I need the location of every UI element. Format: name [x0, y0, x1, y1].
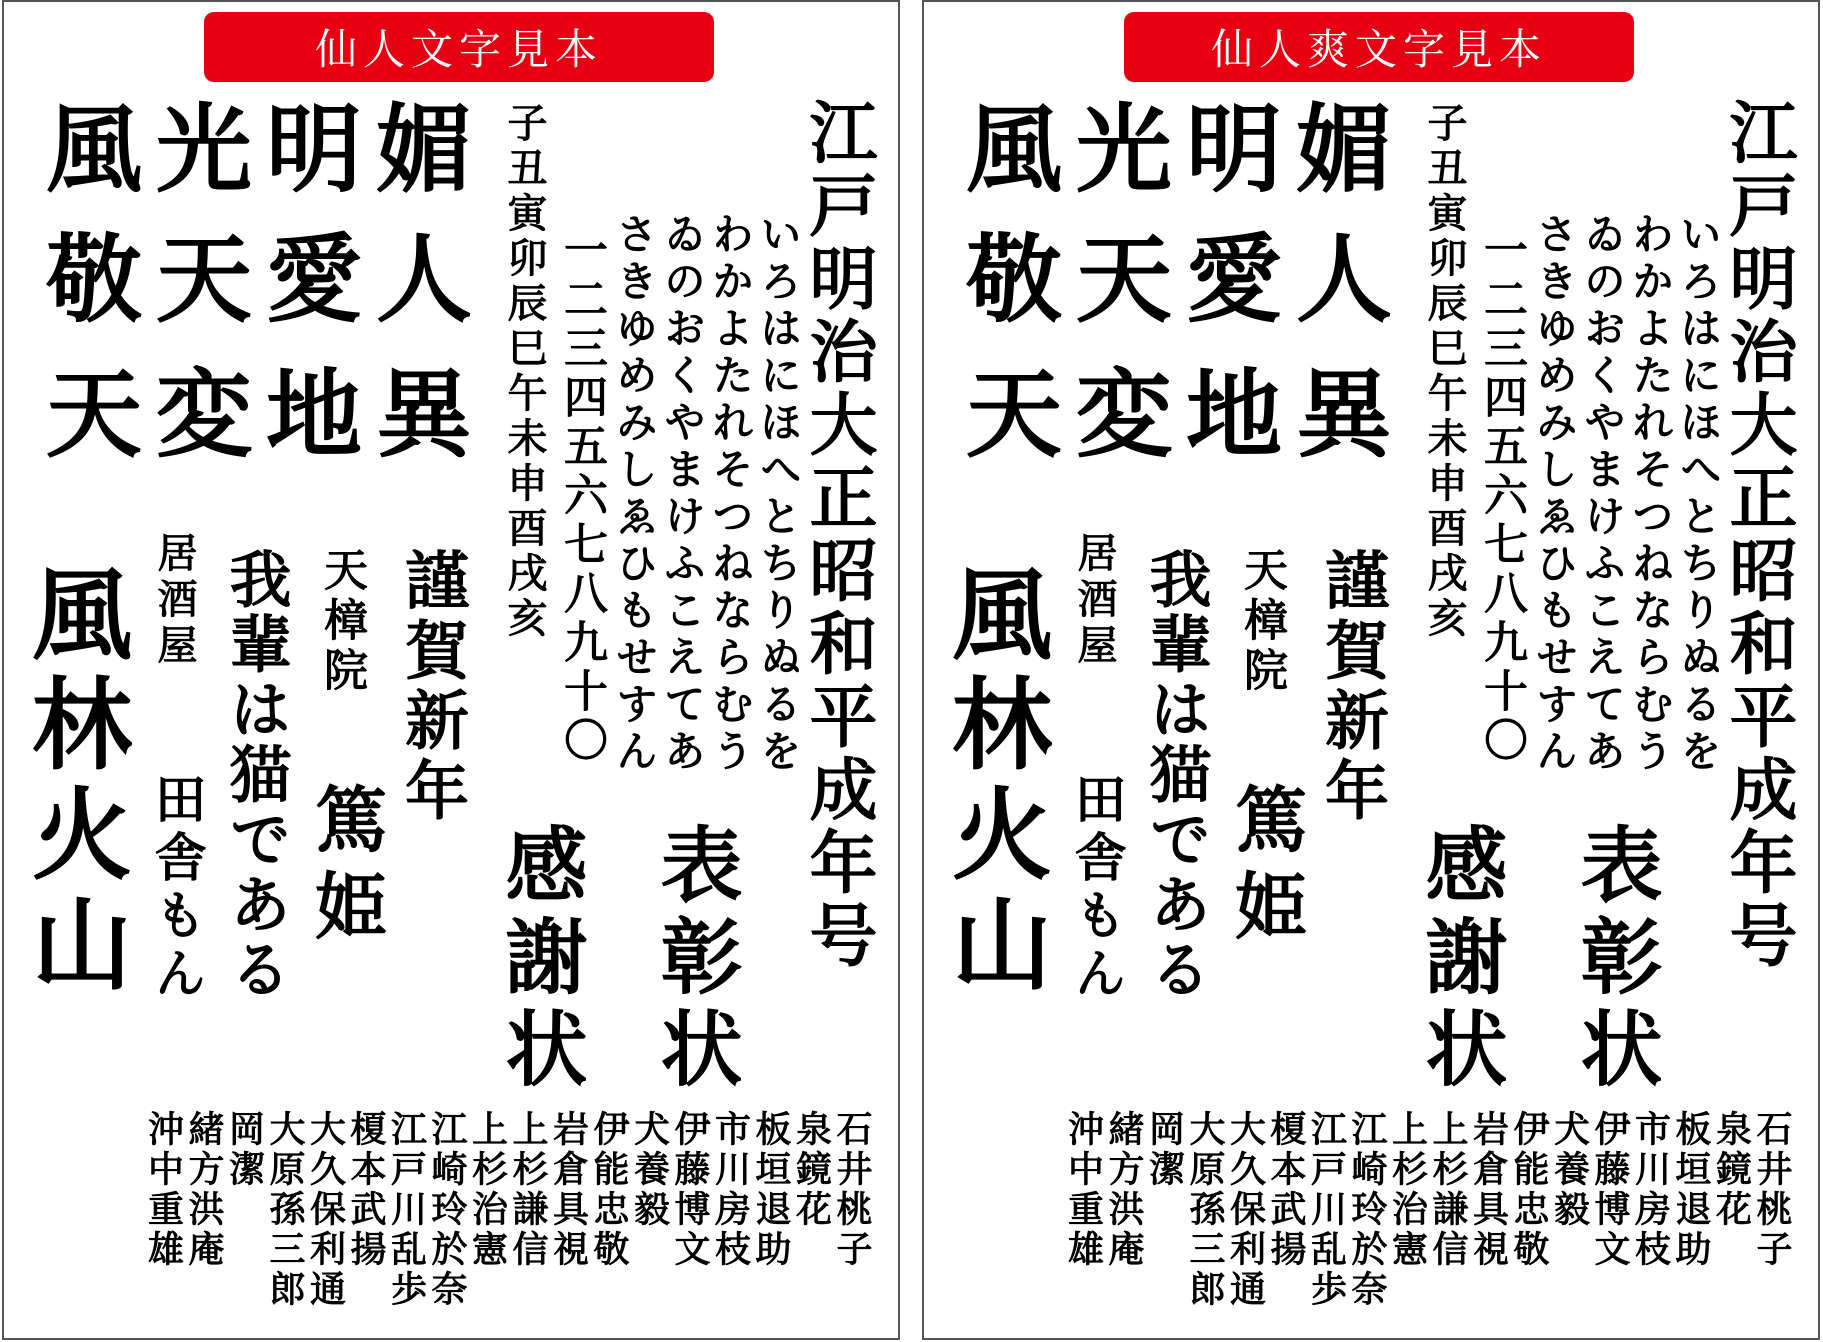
name-column: 大原孫三郎: [1184, 1110, 1226, 1310]
zodiac-column: 子丑寅卯辰巳午未申酉戌亥: [501, 102, 548, 642]
name-column: 上杉治憲: [1386, 1110, 1429, 1270]
name-column: 石井桃子: [831, 1110, 873, 1270]
sample-panel-right: [922, 0, 1820, 1340]
name-column: 岩倉具視: [1467, 1110, 1510, 1270]
name-column: 市川房枝: [1629, 1110, 1672, 1270]
iroha-column-4: さきゆめみしゑひもせすん: [1530, 212, 1579, 776]
name-column: 上杉謙信: [507, 1110, 549, 1270]
name-column: 江戸川乱歩: [1305, 1110, 1348, 1310]
name-column: 緒方洪庵: [1103, 1110, 1145, 1270]
iroha-column-2: わかよたれそつねならむう: [1626, 212, 1675, 776]
grid-row-2: [44, 223, 474, 336]
name-column: 大原孫三郎: [264, 1110, 306, 1310]
izakaya-column: 居酒屋: [151, 532, 198, 670]
grid-char: 風: [966, 93, 1062, 206]
grid-char: 人: [1296, 223, 1392, 336]
grid-char: 変: [156, 358, 252, 471]
grid-char: 地: [1186, 358, 1282, 471]
name-column: 大久保利通: [304, 1110, 347, 1310]
iroha-column-1: いろはにほへとちりぬるを: [1674, 212, 1723, 776]
kinga-column: 謹賀新年: [1314, 547, 1389, 827]
name-column: 市川房枝: [709, 1110, 752, 1270]
grid-char: 媚: [376, 93, 472, 206]
grid-char: 明: [266, 93, 362, 206]
hyosho-column: 表彰状: [1567, 822, 1663, 1098]
grid-char: 変: [1076, 358, 1172, 471]
grid-char: 天: [1076, 223, 1172, 336]
grid-char: 天: [46, 358, 142, 471]
name-column: 板垣退助: [1670, 1110, 1712, 1270]
atsuhime-column: 篤姫: [303, 782, 388, 954]
name-column: 板垣退助: [750, 1110, 792, 1270]
fuurinkazan-column: 風林火山: [15, 562, 133, 1002]
grid-char: 光: [1076, 93, 1172, 206]
grid-char: 人: [376, 223, 472, 336]
atsuhime-column: 篤姫: [1223, 782, 1308, 954]
panel-title-banner: 仙人爽文字見本: [1124, 12, 1634, 82]
iroha-column-4: さきゆめみしゑひもせすん: [610, 212, 659, 776]
name-column: 岡潔: [223, 1110, 266, 1190]
grid-char: 異: [1296, 358, 1392, 471]
inaka-column: 田舎もん: [145, 772, 206, 1004]
name-column: 伊能忠敬: [1508, 1110, 1550, 1270]
grid-char: 風: [46, 93, 142, 206]
wagahai-column: 我輩は猫である: [1139, 547, 1212, 1002]
name-column: 伊藤博文: [669, 1110, 711, 1270]
name-column: 榎本武揚: [345, 1110, 387, 1270]
grid-row-3: [964, 358, 1394, 471]
name-column: 犬養毅: [628, 1110, 671, 1230]
name-column: 江崎玲於奈: [1346, 1110, 1388, 1310]
panel-title-banner: 仙人文字見本: [204, 12, 714, 82]
izakaya-column: 居酒屋: [1071, 532, 1118, 670]
name-column: 沖中重雄: [142, 1110, 185, 1270]
wagahai-column: 我輩は猫である: [219, 547, 292, 1002]
grid-char: 地: [266, 358, 362, 471]
name-column: 上杉謙信: [1427, 1110, 1469, 1270]
iroha-column-3: ゐのおくやまけふこえてあ: [658, 212, 707, 776]
grid-char: 異: [376, 358, 472, 471]
name-column: 緒方洪庵: [183, 1110, 225, 1270]
grid-char: 明: [1186, 93, 1282, 206]
grid-char: 敬: [46, 223, 142, 336]
name-column: 江戸川乱歩: [385, 1110, 428, 1310]
name-column: 榎本武揚: [1265, 1110, 1307, 1270]
grid-row-1: [964, 93, 1394, 206]
era-column: 江戸明治大正昭和平成年号: [1718, 97, 1798, 973]
iroha-column-3: ゐのおくやまけふこえてあ: [1578, 212, 1627, 776]
name-column: 大久保利通: [1224, 1110, 1267, 1310]
name-column: 伊能忠敬: [588, 1110, 630, 1270]
grid-char: 敬: [966, 223, 1062, 336]
grid-char: 愛: [266, 223, 362, 336]
name-column: 江崎玲於奈: [426, 1110, 468, 1310]
numerals-column: 一二三四五六七八九十〇: [556, 227, 607, 766]
iroha-column-1: いろはにほへとちりぬるを: [754, 212, 803, 776]
name-column: 犬養毅: [1548, 1110, 1591, 1230]
iroha-column-2: わかよたれそつねならむう: [706, 212, 755, 776]
grid-char: 天: [156, 223, 252, 336]
kansha-column: 感謝状: [492, 822, 588, 1098]
grid-char: 媚: [1296, 93, 1392, 206]
name-column: 上杉治憲: [466, 1110, 509, 1270]
grid-char: 愛: [1186, 223, 1282, 336]
tenshoin-column: 天樟院: [316, 547, 367, 697]
fuurinkazan-column: 風林火山: [935, 562, 1053, 1002]
grid-row-3: [44, 358, 474, 471]
name-column: 石井桃子: [1751, 1110, 1793, 1270]
sample-panel-left: [2, 0, 900, 1340]
hyosho-column: 表彰状: [647, 822, 743, 1098]
name-column: 岡潔: [1143, 1110, 1186, 1190]
kinga-column: 謹賀新年: [394, 547, 469, 827]
zodiac-column: 子丑寅卯辰巳午未申酉戌亥: [1421, 102, 1468, 642]
name-column: 岩倉具視: [547, 1110, 590, 1270]
grid-row-2: [964, 223, 1394, 336]
grid-row-1: [44, 93, 474, 206]
numerals-column: 一二三四五六七八九十〇: [1476, 227, 1527, 766]
era-column: 江戸明治大正昭和平成年号: [798, 97, 878, 973]
grid-char: 天: [966, 358, 1062, 471]
name-column: 泉鏡花: [790, 1110, 833, 1230]
kansha-column: 感謝状: [1412, 822, 1508, 1098]
name-column: 伊藤博文: [1589, 1110, 1631, 1270]
inaka-column: 田舎もん: [1065, 772, 1126, 1004]
name-column: 沖中重雄: [1062, 1110, 1105, 1270]
tenshoin-column: 天樟院: [1236, 547, 1287, 697]
grid-char: 光: [156, 93, 252, 206]
name-column: 泉鏡花: [1710, 1110, 1753, 1230]
